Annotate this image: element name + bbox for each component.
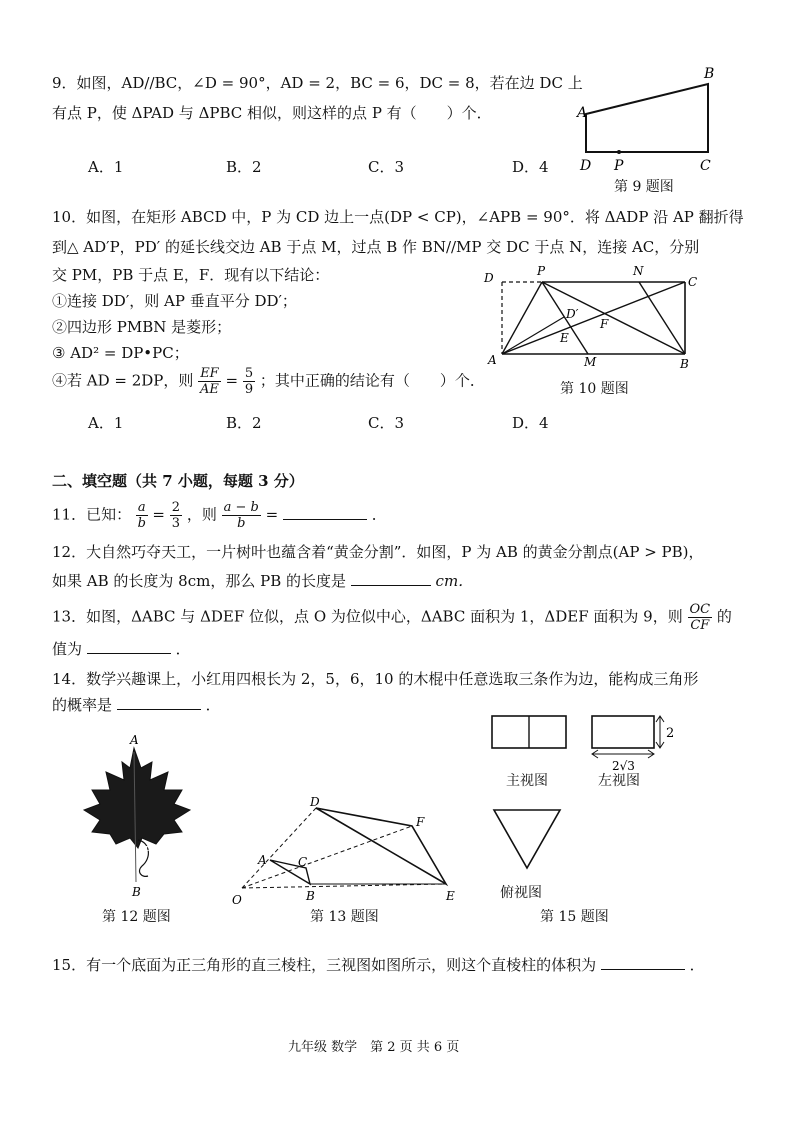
q11-mid: ，则 xyxy=(186,505,217,524)
q13-text-line2 xyxy=(52,638,191,659)
q9-option-a: A．1 xyxy=(88,158,124,176)
q13-ray-of xyxy=(242,826,412,888)
q15-answer-blank[interactable] xyxy=(601,955,685,970)
q10-conclusion-2: ②四边形 PMBN 是菱形； xyxy=(52,318,232,336)
q10-text-line3: 交 PM，PB 于点 E，F．现有以下结论： xyxy=(52,266,330,284)
q14-text-line2 xyxy=(52,694,221,715)
q9-options xyxy=(0,156,560,176)
q10-label-e: E xyxy=(560,331,569,345)
q10-label-c: C xyxy=(688,275,698,289)
q10-label-n: N xyxy=(633,264,644,278)
q13-label-d: D xyxy=(310,796,320,809)
q13-fraction-oc-cf: $\frac{OC}{CF}$ xyxy=(689,602,711,633)
q9-label-d: D xyxy=(580,158,592,172)
q13-line1-post: 的 xyxy=(716,607,732,626)
q11-pre: 11．已知： xyxy=(52,505,132,524)
q10-line-ap xyxy=(502,282,542,354)
q10-conclusion-4 xyxy=(52,366,485,397)
q15-dim-height: 2 xyxy=(666,726,675,741)
q11-equals: = xyxy=(152,505,165,524)
q10-label-a: A xyxy=(488,353,497,367)
q10-option-c: C．3 xyxy=(368,414,405,432)
q9-caption: 第 9 题图 xyxy=(614,179,674,195)
q10-c4-equals: = xyxy=(225,371,239,390)
q10-conclusion-3: ③ AD² = DP•PC； xyxy=(52,344,189,362)
q15-text-post: ． xyxy=(689,956,705,974)
q12-label-a: A xyxy=(130,733,139,747)
q15-top-view xyxy=(488,804,568,874)
q15-side-view-label: 左视图 xyxy=(598,773,640,789)
q10-label-m: M xyxy=(584,355,597,369)
q10-line-ac xyxy=(502,282,685,354)
q10-c4-post: ；其中正确的结论有（ ）个． xyxy=(259,371,485,390)
q10-line-ad2 xyxy=(502,317,564,354)
q13-line2-pre: 值为 xyxy=(52,640,83,658)
q11-post: = xyxy=(265,505,279,524)
q13-label-c: C xyxy=(298,855,308,869)
q9-label-a: A xyxy=(577,105,588,121)
q10-c4-fraction-ef-ae: $\frac{EF}{AE}$ xyxy=(200,366,219,397)
q10-c4-fraction-5-9: $\frac{5}{9}$ xyxy=(244,366,254,397)
section2-title: 二、填空题（共 7 小题，每题 3 分） xyxy=(52,472,304,490)
q13-label-e: E xyxy=(446,889,455,903)
q10-label-d-prime: D′ xyxy=(566,307,579,321)
q9-label-b: B xyxy=(704,66,715,82)
q13-text-line1 xyxy=(52,602,732,633)
q14-line2-post: ． xyxy=(205,696,221,714)
q11-fraction-amb-b: $\frac{a - b}{b}$ xyxy=(223,500,259,531)
q9-option-d: D．4 xyxy=(512,158,549,176)
q15-top-view-label: 俯视图 xyxy=(500,885,542,901)
q10-caption: 第 10 题图 xyxy=(560,381,629,397)
q9-option-b: B．2 xyxy=(226,158,262,176)
q10-figure xyxy=(480,262,710,374)
q9-text-line1: 9．如图，AD//BC，∠D = 90°，AD = 2，BC = 6，DC = 8，若在边 DC 上 xyxy=(52,74,583,92)
q12-line2-post: cm． xyxy=(435,572,474,590)
q15-text-pre: 15．有一个底面为正三角形的直三棱柱，三视图如图所示，则这个直棱柱的体积为 xyxy=(52,956,597,974)
q9-point-p xyxy=(617,150,621,154)
q15-front-view-label: 主视图 xyxy=(506,773,548,789)
q15-dim-width: 2√3 xyxy=(612,759,635,773)
q11-text xyxy=(52,500,387,531)
q13-label-b: B xyxy=(306,889,315,903)
q12-label-b: B xyxy=(132,885,141,899)
q15-text xyxy=(52,954,705,975)
q13-caption: 第 13 题图 xyxy=(310,909,379,925)
q10-conclusion-1: ①连接 DD′，则 AP 垂直平分 DD′； xyxy=(52,292,297,310)
q13-figure-homothety xyxy=(228,796,468,906)
q12-text-line2 xyxy=(52,570,473,591)
q12-caption: 第 12 题图 xyxy=(102,909,171,925)
q10-label-f: F xyxy=(600,317,609,331)
q15-caption: 第 15 题图 xyxy=(540,909,609,925)
q14-line2-pre: 的概率是 xyxy=(52,696,113,714)
q12-line2-pre: 如果 AB 的长度为 8cm，那么 PB 的长度是 xyxy=(52,572,346,590)
q10-text-line1: 10．如图，在矩形 ABCD 中，P 为 CD 边上一点(DP < CP)，∠APB = 90°．将 ΔADP 沿 AP 翻折得 xyxy=(52,208,744,226)
q13-line1-pre: 13．如图，ΔABC 与 ΔDEF 位似，点 O 为位似中心，ΔABC 面积为 1，ΔDEF 面积为 9，则 xyxy=(52,607,683,626)
q11-fraction-2-3: $\frac{2}{3}$ xyxy=(171,500,181,531)
q11-answer-blank[interactable] xyxy=(283,505,367,520)
q10-label-p: P xyxy=(537,264,546,278)
q10-text-line2: 到△ AD′P，PD′ 的延长线交边 AB 于点 M，过点 B 作 BN//MP 交 DC 于点 N，连接 AC，分别 xyxy=(52,238,700,256)
q9-trapezoid xyxy=(586,84,708,152)
q13-triangle-def xyxy=(316,808,446,884)
q10-label-d: D xyxy=(484,271,494,285)
q13-answer-blank[interactable] xyxy=(87,639,171,654)
q14-text-line1: 14．数学兴趣课上，小红用四根长为 2，5，6，10 的木棍中任意选取三条作为边，能构成三角形 xyxy=(52,670,699,688)
q13-ray-od xyxy=(242,808,316,888)
q14-answer-blank[interactable] xyxy=(117,695,201,710)
q10-options xyxy=(0,412,560,432)
q13-label-o: O xyxy=(232,893,242,906)
q10-label-b: B xyxy=(680,357,689,371)
q12-label-p: P xyxy=(144,844,152,857)
q13-label-f: F xyxy=(416,815,425,829)
q9-label-c: C xyxy=(700,158,711,172)
page-footer: 九年级 数学 第 2 页 共 6 页 xyxy=(288,1040,460,1055)
q13-ray-oe xyxy=(242,884,446,888)
q10-option-d: D．4 xyxy=(512,414,549,432)
q9-figure xyxy=(572,62,722,172)
q10-option-a: A．1 xyxy=(88,414,124,432)
q13-label-a: A xyxy=(258,853,267,867)
q9-label-p: P xyxy=(614,158,624,172)
q12-answer-blank[interactable] xyxy=(351,571,431,586)
maple-leaf-icon xyxy=(84,748,190,848)
q15-side-view-rect xyxy=(592,716,654,748)
q15-top-view-triangle xyxy=(494,810,560,868)
q13-line2-post: ． xyxy=(175,640,191,658)
q11-end: ． xyxy=(371,505,387,524)
q11-fraction-a-b: $\frac{a}{b}$ xyxy=(137,500,146,531)
q10-c4-pre: ④若 AD = 2DP，则 xyxy=(52,371,194,390)
q10-option-b: B．2 xyxy=(226,414,262,432)
q9-text-line2: 有点 P，使 ΔPAD 与 ΔPBC 相似，则这样的点 P 有（ ）个． xyxy=(52,104,492,122)
q12-text-line1: 12．大自然巧夺天工，一片树叶也蕴含着“黄金分割”．如图，P 为 AB 的黄金分割点(AP > PB)， xyxy=(52,543,704,561)
q9-option-c: C．3 xyxy=(368,158,405,176)
q12-figure-leaf xyxy=(78,732,198,900)
